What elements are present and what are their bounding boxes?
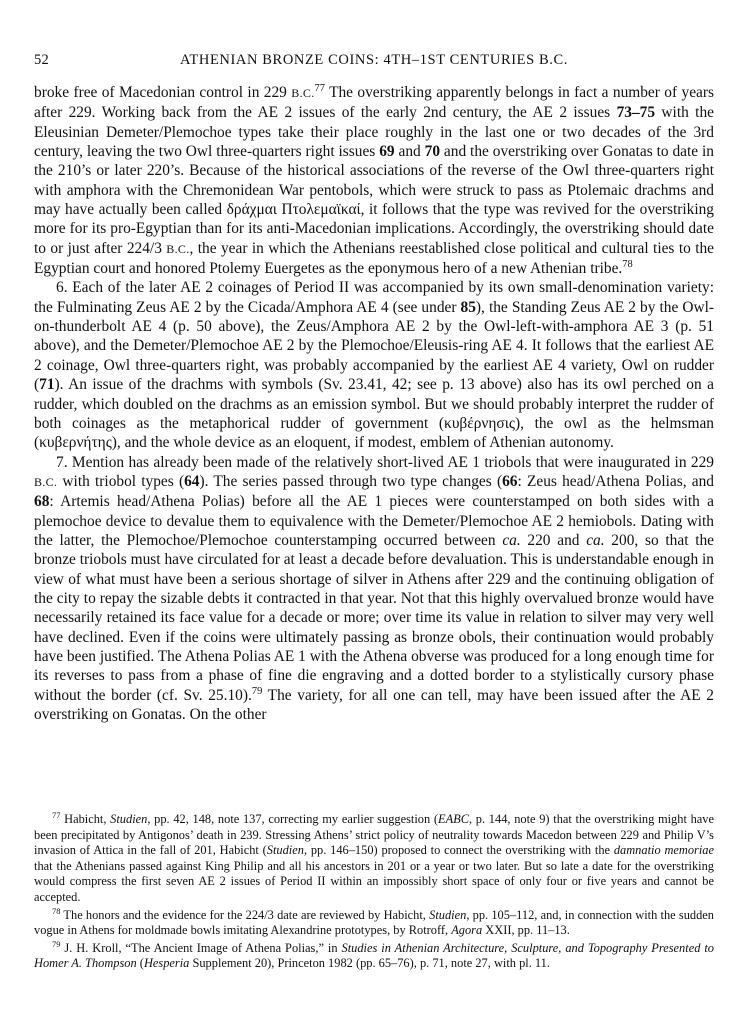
footnote-77: $^{77}$ Habicht, Studien, pp. 42, 148, note 137, correcting my earlier suggestion (EABC, p. 144, note 9) that the overstriking might have been precipitated by Antigonos’ death in 239. Stressing Athens’ strict policy of neutrality towards Macedon between 229 and Philip V’s invasion of Attica in the fall of 201, Habicht (Studien, pp. 146–150) proposed to connect the overstriking with the damnatio memoriae that the Athenians passed against King Philip and all his ancestors in 201 or a year or two later. But so late a date for the overstriking would compress the first seven AE 2 issues of Period II within an impossibly short space of only four or five years and cannot be accepted.: [34, 809, 715, 904]
footnote-ref-77[interactable]: 77: [314, 82, 325, 94]
footnote-ref-78[interactable]: 78: [622, 258, 633, 270]
paragraph-7: 7. Mention has already been made of the relatively short-lived AE 1 triobols that were inaugurated in 229 B.C. with triobol types (64). The series passed through two type changes (66: Zeus head/Athena Polias, and 68: Artemis head/Athena Polias) before all the AE 1 pieces were counterstamped on both sides with a plemochoe device to devalue them to equivalence with the Demeter/Plemochoe AE 2 hemiobols. Dating with the latter, the Plemochoe/Plemochoe counterstamping occurred between ca. 220 and ca. 200, so that the bronze triobols must have circulated for at least a decade before devaluation. This is understandable enough in view of what must have been a serious shortage of silver in Athens after 229 and the continuing obligation of the city to repay the sizable debts it contracted in that year. Not that this highly overvalued bronze would have necessarily retained its face value for a decade or more; over time its value in relation to silver may very well have declined. Even if the coins were ultimately passing as bronze obols, their continuation would probably have been justified. The Athena Polias AE 1 with the Athena obverse was produced for a long enough time for its reverses to pass from a phase of fine die engraving and a dotted border to a stylistically cursory phase without the border (cf. Sv. 25.10).$^{79}$ The variety, for all one can tell, may have been issued after the AE 2 overstriking on Gonatas. On the other: [34, 453, 715, 723]
page-header: [34, 52, 714, 72]
body-text: [34, 83, 714, 724]
page-number: 52: [34, 52, 49, 68]
paragraph-overstriking-date: broke free of Macedonian control in 229 B.C.$^{77}$ The overstriking apparently belongs in fact a number of years after 229. Working back from the AE 2 issues of the early 2nd century, the AE 2 issues 73–75 with the Eleusinian Demeter/Plemochoe types take their place roughly in the last one or two decades of the 3rd century, leaving the two Owl three-quarters right issues 69 and 70 and the overstriking over Gonatas to date in the 210’s or later 220’s. Because of the historical associations of the reverse of the Owl three-quarters right with amphora with the Chremonidean War pentobols, which were struck to pass as Ptolemaic drachms and may have actually been called δράχμαι Πτολεμαϊκαί, it follows that the type was revived for the overstriking more for its pro-Egyptian than for its anti-Macedonian implications. Accordingly, the overstriking should date to or just after 224/3 B.C., the year in which the Athenians reestablished close political and cultural ties to the Egyptian court and honored Ptolemy Euergetes as the eponymous hero of a new Athenian tribe.$^{78}$: [34, 82, 715, 278]
footnote-79: $^{79}$ J. H. Kroll, “The Ancient Image of Athena Polias,” in Studies in Athenian Architecture, Sculpture, and Topography Presented to Homer A. Thompson (Hesperia Supplement 20), Princeton 1982 (pp. 65–76), p. 71, note 27, with pl. 11.: [34, 938, 714, 971]
footnote-78: $^{78}$ The honors and the evidence for the 224/3 date are reviewed by Habicht, Studien, pp. 105–112, and, in connection with the sudden vogue in Athens for moldmade bowls imitating Alexandrine prototypes, by Rotroff, Agora XXII, pp. 11–13.: [34, 905, 714, 938]
paragraph-6: 6. Each of the later AE 2 coinages of Period II was accompanied by its own small-denomination variety: the Fulminating Zeus AE 2 by the Cicada/Amphora AE 4 (see under 85), the Standing Zeus AE 2 by the Owl-on-thunderbolt AE 4 (p. 50 above), the Zeus/Amphora AE 2 by the Owl-left-with-amphora AE 3 (p. 51 above), and the Demeter/Plemochoe AE 2 by the Plemochoe/Eleusis-ring AE 4. It follows that the earliest AE 2 coinage, Owl three-quarters right, was probably accompanied by the earliest AE 4 variety, Owl on rudder (71). An issue of the drachms with symbols (Sv. 23.41, 42; see p. 13 above) also has its owl perched on a rudder, which doubled on the drachms as an emission symbol. But we should probably interpret the rudder of both coinages as the metaphorical rudder of government (κυβέρνησις), the owl as the helmsman (κυβερνήτης), and the whole device as an eloquent, if modest, emblem of Athenian autonomy.: [34, 279, 714, 452]
footnote-ref-79[interactable]: 79: [251, 685, 263, 697]
footnotes: [34, 809, 715, 974]
running-title: ATHENIAN BRONZE COINS: 4TH–1ST CENTURIES B.C.: [179, 52, 569, 68]
